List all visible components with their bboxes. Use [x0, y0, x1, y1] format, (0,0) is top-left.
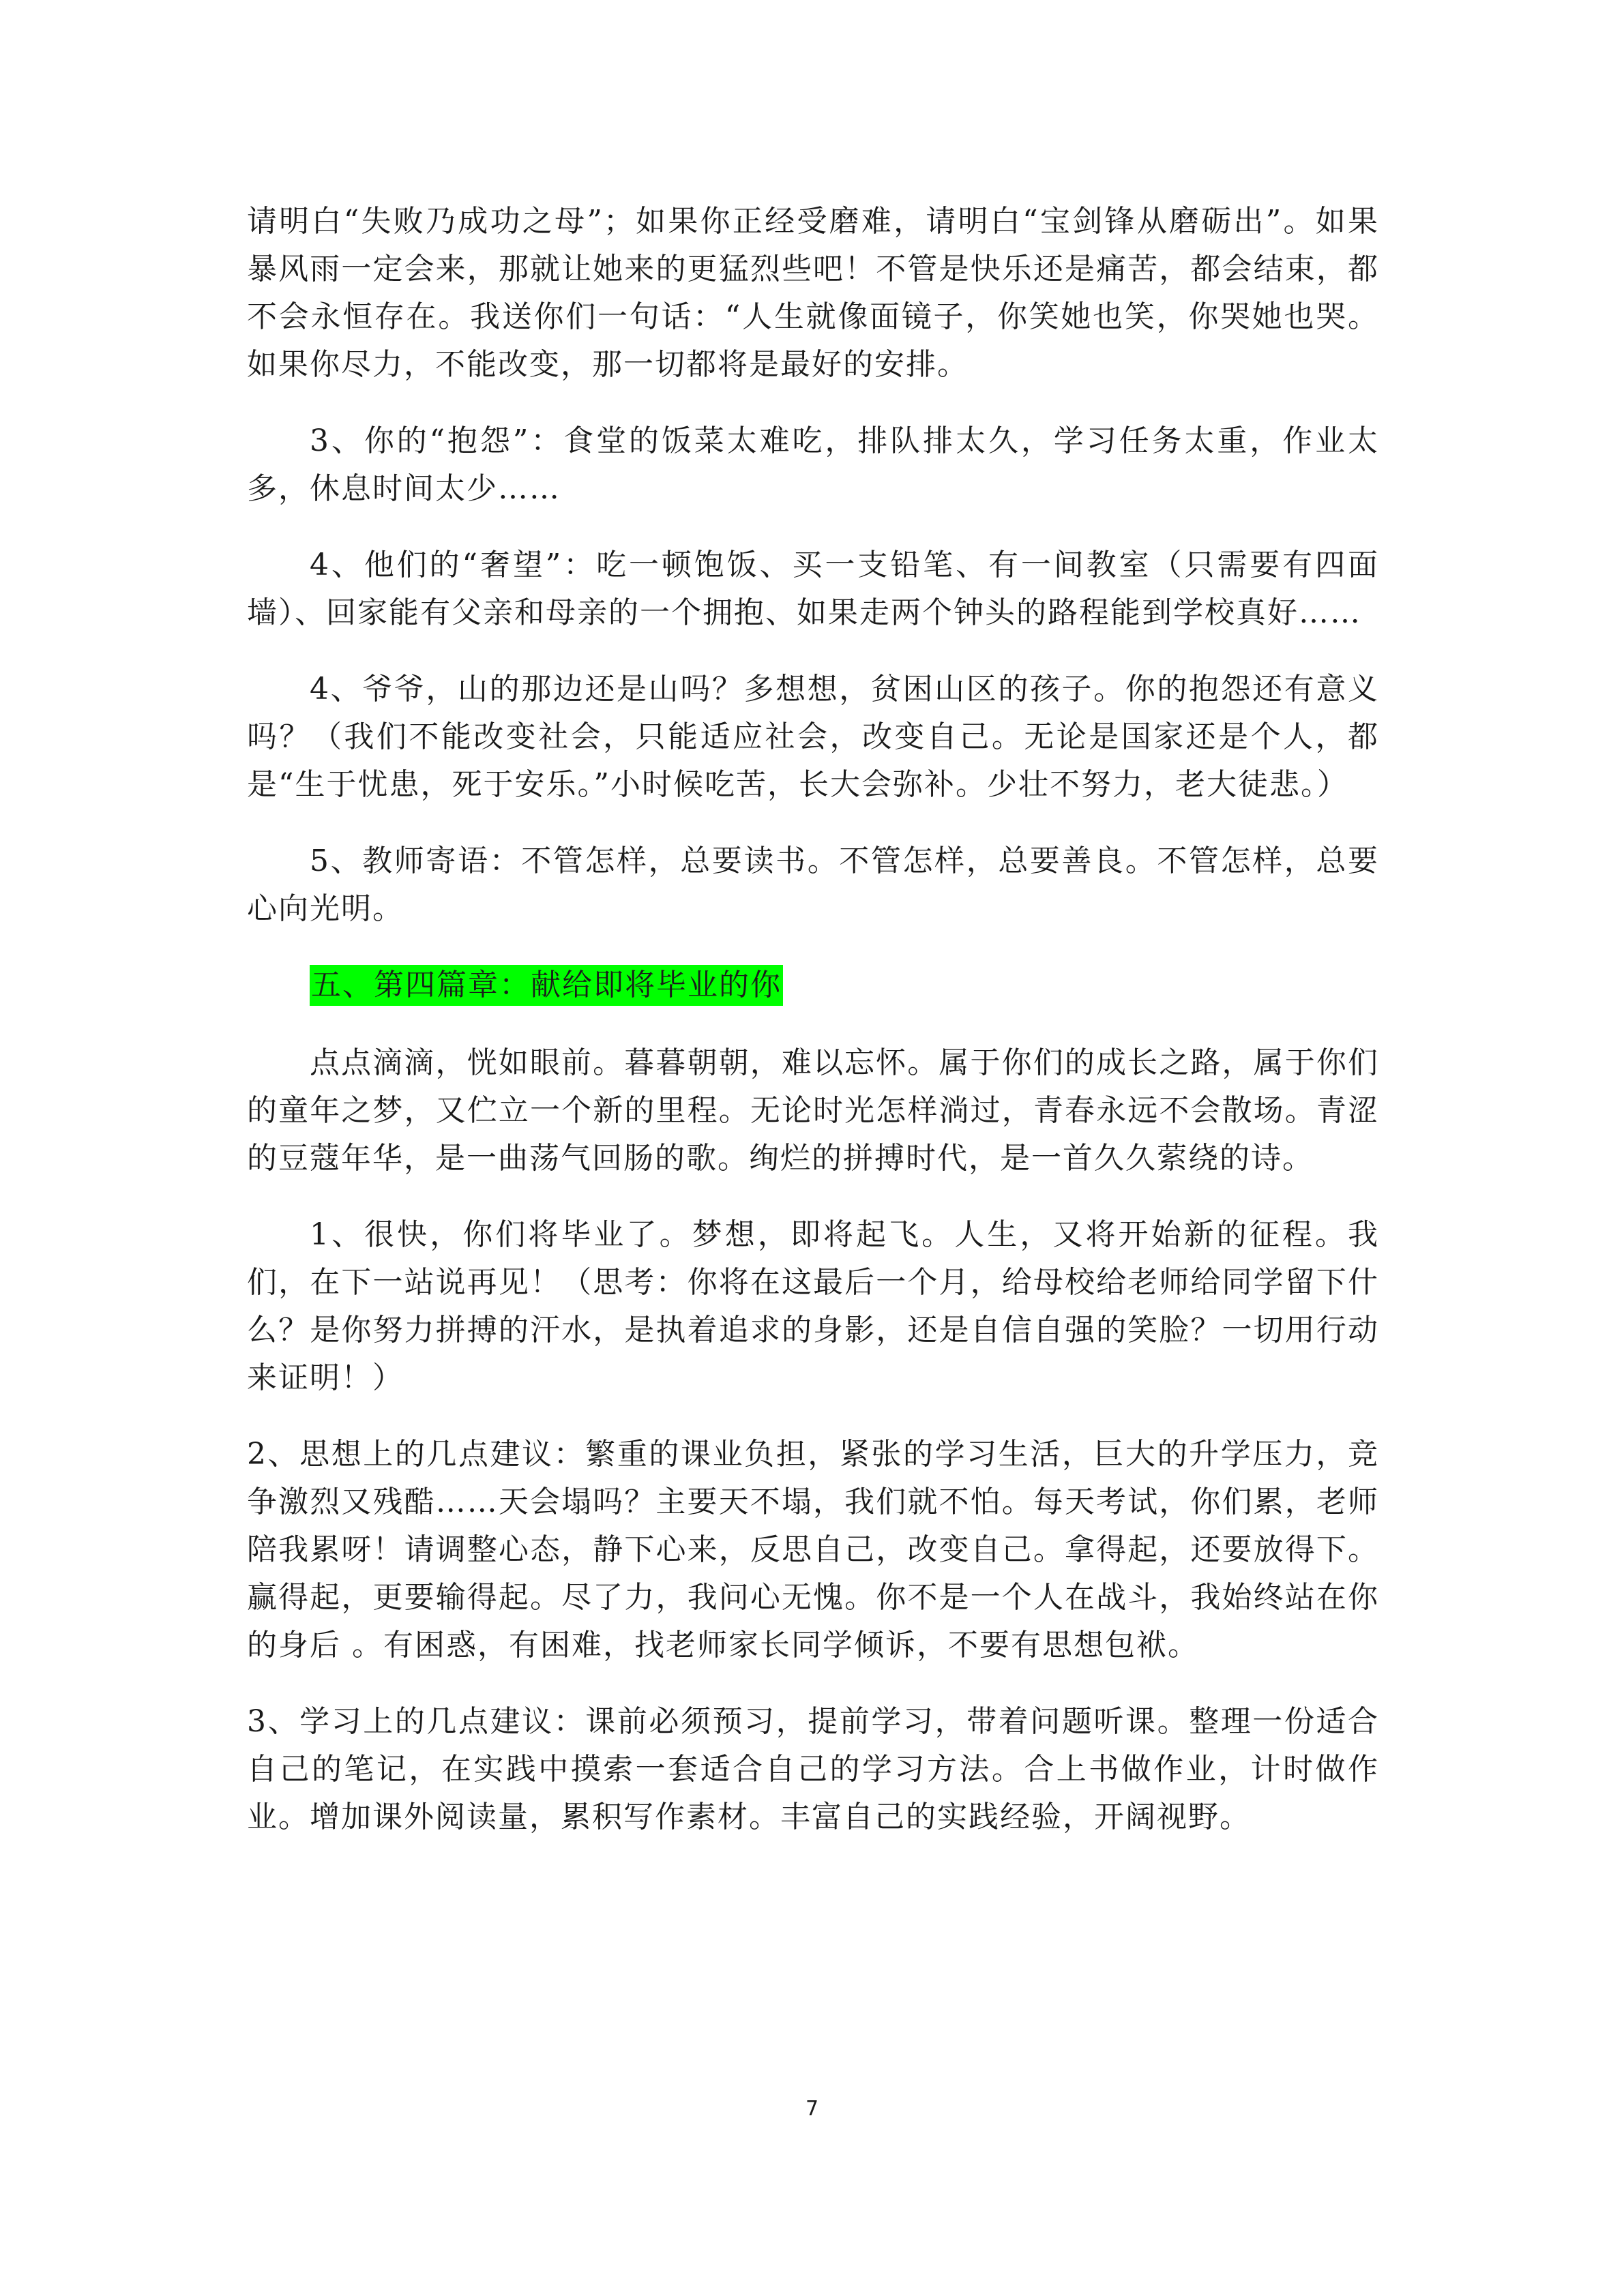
paragraph-continuation: 请明白“失败乃成功之母”；如果你正经受磨难，请明白“宝剑锋从磨砺出”。如果暴风雨一定会来，那就让她来的更猛烈些吧！不管是快乐还是痛苦，都会结束，都不会永恒存在。我送你们一句话：“人生就像面镜子，你笑她也笑，你哭她也哭。如果你尽力，不能改变，那一切都将是最好的安排。 [247, 204, 1379, 382]
paragraph-graduation: 1、很快，你们将毕业了。梦想，即将起飞。人生，又将开始新的征程。我们，在下一站说再见！（思考：你将在这最后一个月，给母校给老师给同学留下什么？是你努力拼搏的汗水，是执着追求的身影，还是自信自强的笑脸？一切用行动来证明！） [247, 1217, 1379, 1395]
document-body [247, 198, 1379, 1870]
paragraph-memories: 点点滴滴，恍如眼前。暮暮朝朝，难以忘怀。属于你们的成长之路，属于你们的童年之梦，又伫立一个新的里程。无论时光怎样淌过，青春永远不会散场。青涩的豆蔻年华，是一曲荡气回肠的歌。绚烂的拼搏时代，是一首久久萦绕的诗。 [247, 1045, 1379, 1176]
paragraph-complaints: 3、你的“抱怨”：食堂的饭菜太难吃，排队排太久，学习任务太重，作业太多，休息时间太少…… [247, 423, 1379, 506]
section-heading-wrapper [247, 961, 1379, 1009]
paragraph-mindset-advice: 2、思想上的几点建议：繁重的课业负担，紧张的学习生活，巨大的升学压力，竞争激烈又残酷……天会塌吗？主要天不塌，我们就不怕。每天考试，你们累，老师陪我累呀！请调整心态，静下心来，反思自己，改变自己。拿得起，还要放得下。赢得起，更要输得起。尽了力，我问心无愧。你不是一个人在战斗，我始终站在你的身后 。有困惑，有困难，找老师家长同学倾诉，不要有思想包袱。 [247, 1437, 1379, 1663]
page-number: 7 [805, 2097, 819, 2121]
paragraph-mountain-children: 4、爷爷，山的那边还是山吗？多想想，贫困山区的孩子。你的抱怨还有意义吗？（我们不能改变社会，只能适应社会，改变自己。无论是国家还是个人，都是“生于忧患，死于安乐。”小时候吃苦，长大会弥补。少壮不努力，老大徒悲。） [247, 672, 1379, 802]
paragraph-teacher-message: 5、教师寄语：不管怎样，总要读书。不管怎样，总要善良。不管怎样，总要心向光明。 [247, 844, 1379, 926]
paragraph-wishes: 4、他们的“奢望”：吃一顿饱饭、买一支铅笔、有一间教室（只需要有四面墙）、回家能有父亲和母亲的一个拥抱、如果走两个钟头的路程能到学校真好…… [247, 548, 1379, 630]
section-heading: 五、第四篇章：献给即将毕业的你 [310, 965, 783, 1006]
paragraph-study-advice: 3、学习上的几点建议：课前必须预习，提前学习，带着问题听课。整理一份适合自己的笔记，在实践中摸索一套适合自己的学习方法。合上书做作业，计时做作业。增加课外阅读量，累积写作素材。丰富自己的实践经验，开阔视野。 [247, 1704, 1379, 1834]
